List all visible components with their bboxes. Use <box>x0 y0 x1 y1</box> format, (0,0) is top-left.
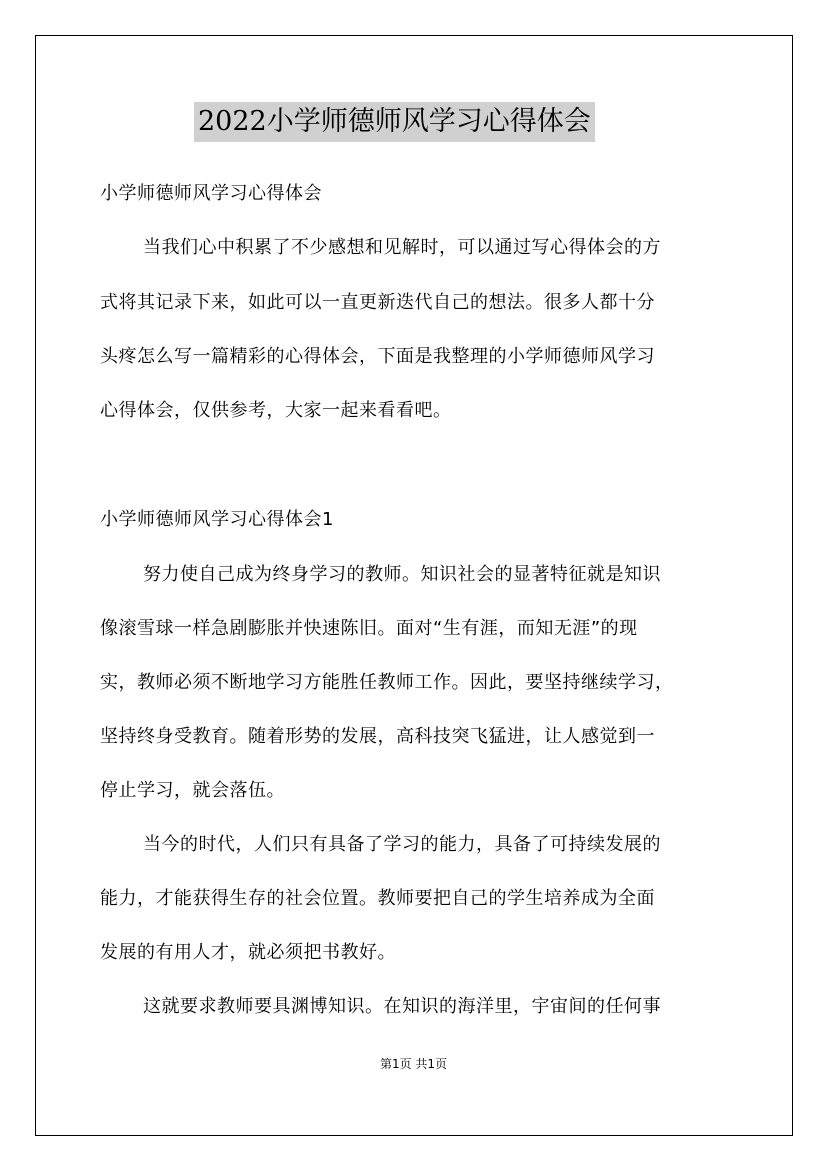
paragraph-line: 能力，才能获得生存的社会位置。教师要把自己的学生培养成为全面 <box>100 888 655 909</box>
paragraph-line: 像滚雪球一样急剧膨胀并快速陈旧。面对“生有涯，而知无涯”的现 <box>100 618 638 639</box>
intro-line: 头疼怎么写一篇精彩的心得体会，下面是我整理的小学师德师风学习 <box>100 346 655 367</box>
intro-line: 当我们心中积累了不少感想和见解时，可以通过写心得体会的方 <box>143 237 661 258</box>
section-heading: 小学师德师风学习心得体会1 <box>100 509 334 530</box>
document-title: 2022小学师德师风学习心得体会 <box>194 102 595 142</box>
document-subtitle: 小学师德师风学习心得体会 <box>100 183 322 204</box>
paragraph-line: 坚持终身受教育。随着形势的发展，高科技突飞猛进，让人感觉到一 <box>100 726 655 747</box>
paragraph-line: 停止学习，就会落伍。 <box>100 780 285 801</box>
paragraph-line: 努力使自己成为终身学习的教师。知识社会的显著特征就是知识 <box>143 564 661 585</box>
intro-line: 心得体会，仅供参考，大家一起来看看吧。 <box>100 400 452 421</box>
paragraph-line: 发展的有用人才，就必须把书教好。 <box>100 942 396 963</box>
paragraph-line: 实，教师必须不断地学习方能胜任教师工作。因此，要坚持继续学习， <box>100 672 674 693</box>
paragraph-line: 当今的时代，人们只有具备了学习的能力，具备了可持续发展的 <box>143 834 661 855</box>
intro-line: 式将其记录下来，如此可以一直更新迭代自己的想法。很多人都十分 <box>100 292 655 313</box>
page-number: 第1页 共1页 <box>379 1057 448 1071</box>
paragraph-line: 这就要求教师要具渊博知识。在知识的海洋里，宇宙间的任何事 <box>143 996 661 1017</box>
